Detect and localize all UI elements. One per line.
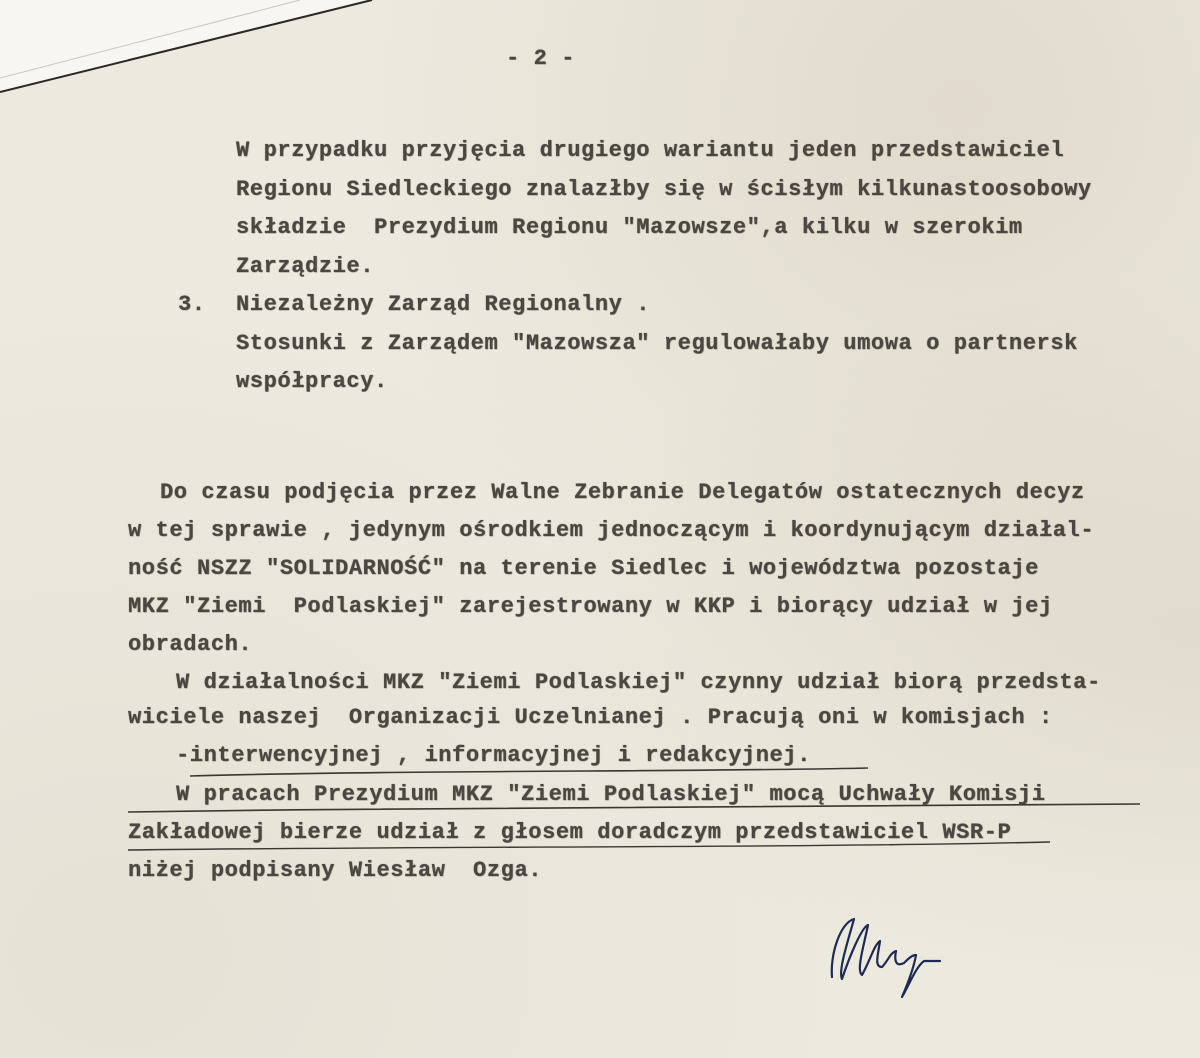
text-line: ność NSZZ "SOLIDARNOŚĆ" na terenie Siedlec i województwa pozostaje <box>128 556 1039 581</box>
text-line: Stosunki z Zarządem "Mazowsza" regulowałaby umowa o partnersk <box>236 331 1078 356</box>
text-line: W działalności MKZ "Ziemi Podlaskiej" czynny udział biorą przedsta- <box>176 670 1101 695</box>
text-line: składzie Prezydium Regionu "Mazowsze",a kilku w szerokim <box>236 215 1023 240</box>
text-line: W pracach Prezydium MKZ "Ziemi Podlaskiej" mocą Uchwały Komisji <box>176 782 1046 807</box>
text-line: MKZ "Ziemi Podlaskiej" zarejestrowany w KKP i biorący udział w jej <box>128 594 1053 619</box>
list-item-title: Niezależny Zarząd Regionalny . <box>236 292 651 317</box>
text-line: wiciele naszej Organizacji Uczelnianej . Pracują oni w komisjach : <box>128 705 1053 730</box>
text-line: Do czasu podjęcia przez Walne Zebranie Delegatów ostatecznych decyz <box>160 480 1085 505</box>
signature <box>812 905 952 1005</box>
folded-corner <box>0 0 1200 110</box>
text-line: współpracy. <box>236 369 388 394</box>
text-line: Regionu Siedleckiego znalazłby się w ścisłym kilkunastoosobowy <box>236 177 1092 202</box>
text-line: -interwencyjnej , informacyjnej i redakcyjnej. <box>176 743 811 768</box>
text-line: obradach. <box>128 632 253 657</box>
text-line: Zarządzie. <box>236 254 375 279</box>
text-line: w tej sprawie , jedynym ośrodkiem jednoczącym i koordynującym działal- <box>128 518 1095 543</box>
page-number: - 2 - <box>506 46 576 71</box>
list-item-number: 3. <box>178 292 206 317</box>
text-line: Zakładowej bierze udział z głosem doradczym przedstawiciel WSR-P <box>128 820 1012 845</box>
text-line: W przypadku przyjęcia drugiego wariantu jeden przedstawiciel <box>236 138 1065 163</box>
text-line: niżej podpisany Wiesław Ozga. <box>128 858 543 883</box>
